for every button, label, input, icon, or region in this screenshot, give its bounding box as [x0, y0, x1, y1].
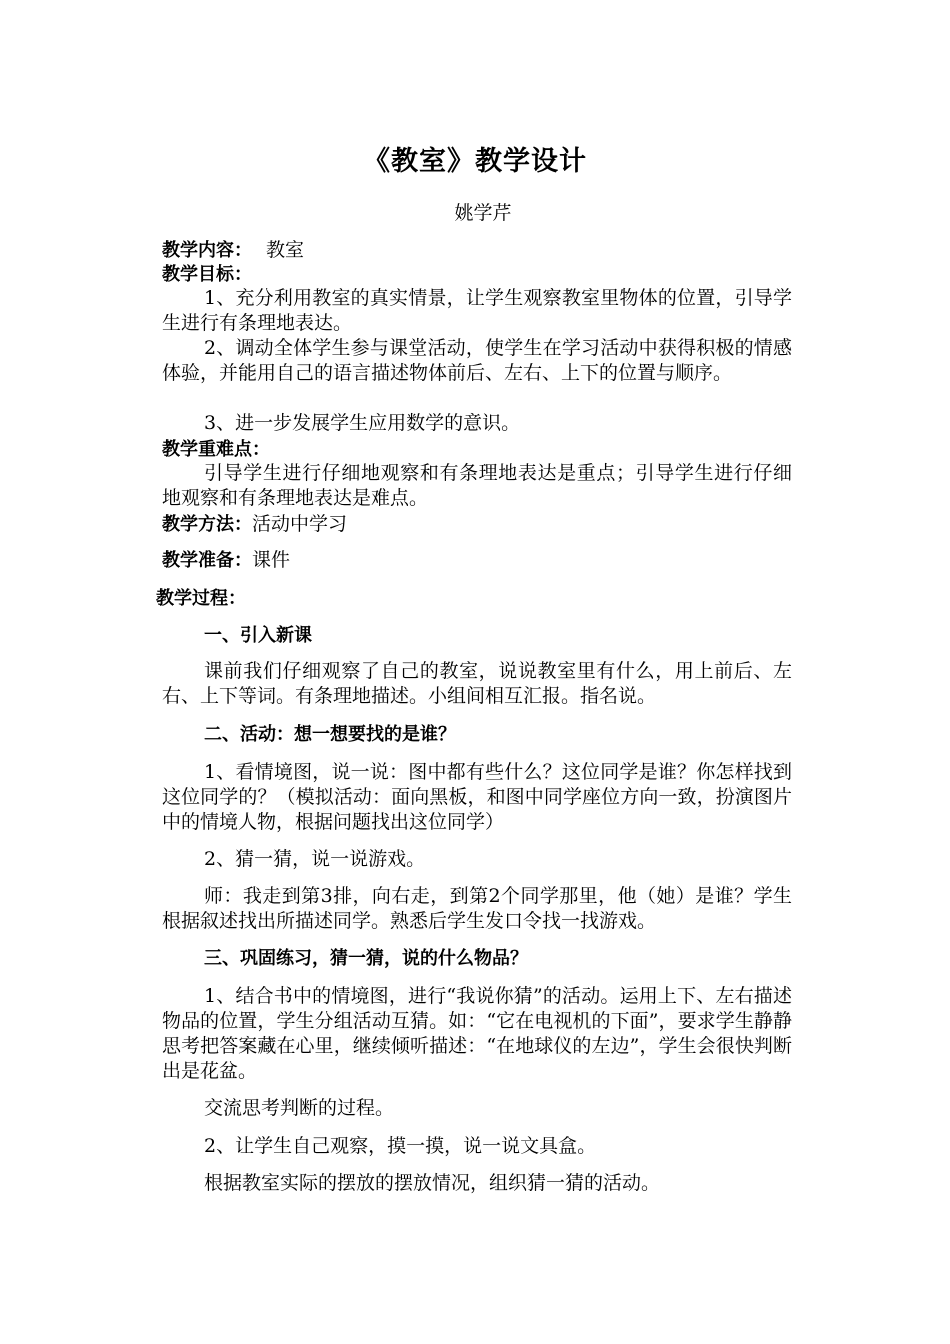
section-paragraph: 1、结合书中的情境图，进行“我说你猜”的活动。运用上下、左右描述物品的位置，学生分组活动互猜。如：“它在电视机的下面”，要求学生静静思考把答案藏在心里，继续倾听描述：“在地球仪的左边”，学生会很快判断出是花盆。	[162, 985, 792, 1082]
process-label: 教学过程：	[156, 588, 246, 609]
document-title: 《教室》教学设计	[363, 146, 587, 177]
section-heading: 三、巩固练习，猜一猜，说的什么物品？	[204, 948, 528, 969]
key-points-label: 教学重难点：	[162, 439, 270, 460]
objectives-label: 教学目标：	[162, 264, 252, 285]
objective-item: 2、调动全体学生参与课堂活动，使学生在学习活动中获得积极的情感体验，并能用自己的语言描述物体前后、左右、上下的位置与顺序。	[162, 337, 792, 384]
section-heading: 一、引入新课	[204, 625, 312, 646]
content-value: 教室	[266, 239, 305, 261]
objectives-row	[162, 261, 252, 288]
preparation-row	[162, 547, 290, 574]
process-row	[156, 585, 246, 612]
section-paragraph: 根据教室实际的摆放的摆放情况，组织猜一猜的活动。	[204, 1172, 661, 1194]
content-label: 教学内容：	[162, 240, 252, 261]
method-row	[162, 511, 347, 538]
section-paragraph: 交流思考判断的过程。	[204, 1097, 395, 1119]
preparation-value: 课件	[252, 549, 291, 571]
section-paragraph: 2、让学生自己观察，摸一摸，说一说文具盒。	[204, 1135, 597, 1157]
key-points-row	[162, 436, 270, 463]
method-label: 教学方法：	[162, 514, 252, 535]
section-paragraph: 师：我走到第3排，向右走，到第2个同学那里，他（她）是谁？学生根据叙述找出所描述同学。熟悉后学生发口令找一找游戏。	[162, 885, 792, 932]
objective-item: 3、进一步发展学生应用数学的意识。	[204, 412, 521, 434]
document-author: 姚学芹	[454, 202, 512, 224]
section-heading: 二、活动：想一想要找的是谁？	[204, 724, 456, 745]
section-paragraph: 1、看情境图，说一说：图中都有些什么？这位同学是谁？你怎样找到这位同学的？（模拟活动：面向黑板，和图中同学座位方向一致，扮演图片中的情境人物，根据问题找出这位同学）	[162, 761, 792, 833]
key-points-text: 引导学生进行仔细地观察和有条理地表达是重点；引导学生进行仔细地观察和有条理地表达是难点。	[162, 462, 792, 509]
section-paragraph: 课前我们仔细观察了自己的教室，说说教室里有什么，用上前后、左右、上下等词。有条理地描述。小组间相互汇报。指名说。	[162, 660, 792, 707]
preparation-label: 教学准备：	[162, 550, 252, 571]
method-value: 活动中学习	[252, 513, 348, 535]
content-row	[162, 237, 304, 264]
objective-item: 1、充分利用教室的真实情景，让学生观察教室里物体的位置，引导学生进行有条理地表达。	[162, 287, 792, 334]
section-paragraph: 2、猜一猜，说一说游戏。	[204, 848, 426, 870]
